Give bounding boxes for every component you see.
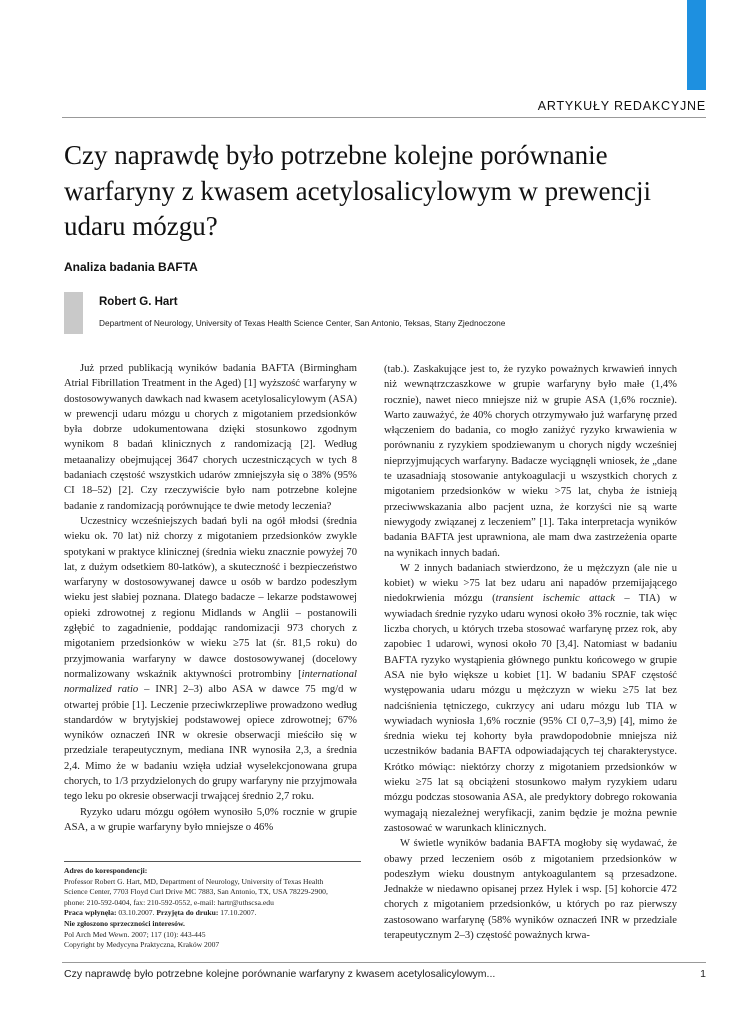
author-marker bbox=[64, 292, 83, 334]
footnote-divider bbox=[64, 861, 361, 862]
body-column-right bbox=[384, 362, 677, 943]
author-name: Robert G. Hart bbox=[99, 296, 178, 308]
running-title: Czy naprawdę było potrzebne kolejne porównanie warfaryny z kwasem acetylosalicylowym... bbox=[64, 968, 496, 980]
paragraph: Już przed publikacją wyników badania BAFTA (Birmingham Atrial Fibrillation Treatment in the Aged) [1] wyższość warfaryny w dostosowywanych dawkach nad kwasem acetylosalicylowym (ASA) w prewencji udaru mózgu u chorych z migotaniem przedsionków była dobrze udokumentowana dzięki stosunkowo zgodnym wynikom 8 badań klinicznych z randomizacją [2]. Według metaanalizy obejmującej 3647 chorych uczestniczących w tych 8 badaniach częstość wszystkich udarów zmniejszyła się o 38% (95% CI 18–52) [2]. Czy rzeczywiście było nam potrzebne kolejne badanie z randomizacją porównujące te dwie metody leczenia? bbox=[64, 363, 357, 512]
page-number: 1 bbox=[700, 968, 706, 980]
accent-tab bbox=[687, 0, 706, 90]
paragraph: Uczestnicy wcześniejszych badań byli na ogół młodsi (średnia wieku ok. 70 lat) niż chorzy z migotaniem przedsionków zwykle spotykani w praktyce klinicznej (średnia wieku znacznie powyżej 70 lat, z dużym odsetkiem 80-latków), a skuteczność i bezpieczeństwo warfaryny w dostosowywanej dawce u osób w bardzo podeszłym wieku jest słabiej poznana. Dlatego badacze – lekarze podstawowej opieki zdrowotnej z regionu Midlands w Anglii – postanowili zgłębić to zagadnienie, poddając randomizacji 973 chorych z migotaniem przedsionków w wieku ≥75 lat (śr. 81,5 roku) do przyjmowania warfaryny w dawce dostosowywanej (docelowy normalizowany wskaźnik aktywności protrombiny [international normalized ratio – INR] 2–3) albo ASA w dawce 75 mg/d w otwartej próbie [1]. Leczenie przeciwkrzepliwe prowadzono według standardów w brytyjskiej podstawowej opiece zdrowotnej; 67% wyników oznaczeń INR w okresie obserwacji mieściło się w przedziale terapeutycznym, mediana INR wynosiła 2,3, a średnia 2,4. Mimo że w badaniu wzięła udział wyselekcjonowana grupa chorych, to 1/3 przydzielonych do grupy warfaryny nie przyjmowała tego leku po okresie obserwacji trwającej średnio 2,7 roku. bbox=[64, 515, 357, 803]
paragraph: W 2 innych badaniach stwierdzono, że u mężczyzn (ale nie u kobiet) w wieku >75 lat bez udaru ani napadów przemijającego niedokrwienia mózgu (transient ischemic attack – TIA) w wywiadach średnie ryzyko udaru wynosi około 3% rocznie, tak więc liczba chorych, u których trzeba stosować warfarynę przez rok, aby zapobiec 1 udarowi, wynosi około 70 [3,4]. Natomiast w badaniu BAFTA ryzyko wystąpienia głównego punktu końcowego w grupie ASA nie było większe u kobiet [1]. W badaniu SPAF częstość występowania udaru mózgu u mężczyzn w wieku ≥75 lat bez nadciśnienia tętniczego, cukrzycy ani udaru mózgu lub TIA w wywiadach wyniosła 1,6% rocznie (95% CI 0,7–3,9) [4], mimo że średnia wieku tej kohorty była prawdopodobnie mniejsza niż uczestników badania BAFTA odpowiadających tej charakterystyce. Krótko mówiąc: niektórzy chorzy z migotaniem przedsionków w wieku ≥75 lat są obciążeni stosunkowo małym ryzykiem udaru mózgu podczas stosowania ASA, ale predyktory dobrego rokowania wymagają niezależnej weryfikacji, zanim będzie je można pewnie zastosować w warunkach klinicznych. bbox=[384, 562, 677, 834]
section-divider bbox=[62, 117, 706, 118]
paragraph: W świetle wyników badania BAFTA mogłoby się wydawać, że obawy przed leczeniem osób z migotaniem przedsionków w podeszłym wieku doustnym antykoagulantem są przesadzone. Jednakże w niedawno opisanej przez Hylek i wsp. [5] kohorcie 472 chorych z migotaniem przedsionków, u których po raz pierwszy zastosowano warfarynę (58% wyników oznaczeń INR w przedziale terapeutycznym 2–3) częstość poważnych krwa- bbox=[384, 838, 677, 941]
footnote-dates: Praca wpłynęła: 03.10.2007. Przyjęta do druku: 17.10.2007. bbox=[64, 908, 257, 918]
article-subtitle: Analiza badania BAFTA bbox=[64, 260, 198, 274]
footnote-copyright: Copyright by Medycyna Praktyczna, Kraków 2007 bbox=[64, 940, 220, 950]
footer-divider bbox=[62, 962, 706, 963]
correspondence-footnote bbox=[64, 866, 364, 951]
footnote-conflict: Nie zgłoszono sprzeczności interesów. bbox=[64, 918, 185, 928]
footnote-heading: Adres do korespondencji: bbox=[64, 866, 148, 875]
paragraph: (tab.). Zaskakujące jest to, że ryzyko poważnych krwawień innych niż wewnątrzczaszkowe w grupie warfaryny było małe (1,4% rocznie), nawet nieco mniejsze niż w grupie ASA (1,6% rocznie). Warto zauważyć, że 40% chorych otrzymywało już warfarynę przed włączeniem do badania, co mogło zaniżyć ryzyko krwawienia w porównaniu z ryzykiem spodziewanym u chorych nigdy wcześniej nieprzyjmujących warfaryny. Badacze wyciągnęli wniosek, że „dane te uzasadniają stosowanie antykoagulacji u wszystkich chorych z migotaniem przedsionków w wieku >75 lat, chyba że istnieją przeciwwskazania albo pacjent uzna, że korzyści nie są warte niewygody związanej z leczeniem” [1]. Taka interpretacja wyników badania BAFTA jest uprawniona, ale mam dwa zastrzeżenia oparte na wynikach innych badań. bbox=[384, 364, 677, 559]
article-title: Czy naprawdę było potrzebne kolejne porównanie warfaryny z kwasem acetylosalicylowym w prewencji udaru mózgu? bbox=[64, 140, 652, 241]
body-column-left bbox=[64, 361, 357, 835]
section-label: ARTYKUŁY REDAKCYJNE bbox=[537, 99, 706, 113]
footnote-line: phone: 210-592-0404, fax: 210-592-0552, e-mail: hartr@uthscsa.edu bbox=[64, 897, 274, 907]
author-affiliation: Department of Neurology, University of Texas Health Science Center, San Antonio, Teksas, Stany Zjednoczone bbox=[99, 318, 506, 328]
paragraph: Ryzyko udaru mózgu ogółem wynosiło 5,0% rocznie w grupie ASA, a w grupie warfaryny było mniejsze o 46% bbox=[64, 806, 357, 833]
footnote-line: Science Center, 7703 Floyd Curl Drive MC 7883, San Antonio, TX, USA 78229-2900, bbox=[64, 887, 328, 897]
footnote-citation: Pol Arch Med Wewn. 2007; 117 (10): 443-445 bbox=[64, 929, 206, 939]
footnote-line: Professor Robert G. Hart, MD, Department of Neurology, University of Texas Health bbox=[64, 876, 324, 886]
